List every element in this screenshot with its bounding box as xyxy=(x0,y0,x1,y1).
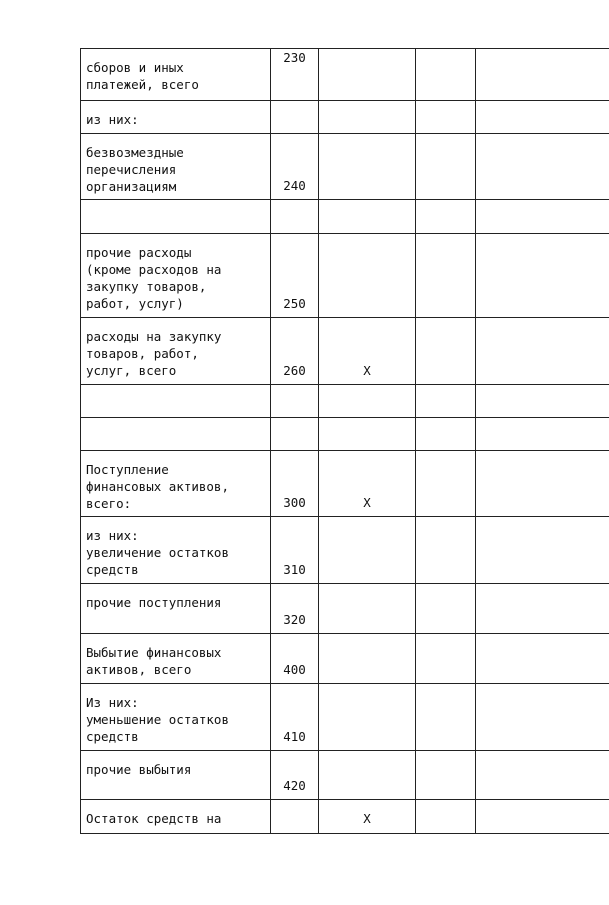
row-name-cell xyxy=(81,418,271,451)
row-col5 xyxy=(476,49,609,101)
row-col3 xyxy=(319,634,416,684)
row-name-cell xyxy=(81,751,271,800)
table-row xyxy=(81,134,609,200)
row-col3: X xyxy=(319,318,416,385)
row-name-cell xyxy=(81,134,271,200)
row-col5 xyxy=(476,385,609,418)
row-code xyxy=(271,800,319,834)
row-col3 xyxy=(319,684,416,751)
row-col4 xyxy=(416,517,476,584)
table-row xyxy=(81,684,609,751)
row-col4 xyxy=(416,418,476,451)
row-col5 xyxy=(476,800,609,834)
table-row xyxy=(81,584,609,634)
row-name-cell xyxy=(81,517,271,584)
row-name-cell xyxy=(81,234,271,318)
row-name: прочие поступления xyxy=(86,595,222,610)
row-col3: X xyxy=(319,451,416,517)
row-name: безвозмездные перечисления организациям xyxy=(86,145,184,194)
table-row xyxy=(81,451,609,517)
row-col5 xyxy=(476,584,609,634)
row-code: 320 xyxy=(271,584,319,634)
row-col5 xyxy=(476,200,609,234)
row-col3 xyxy=(319,517,416,584)
row-col4 xyxy=(416,101,476,134)
row-col3 xyxy=(319,584,416,634)
row-name xyxy=(81,418,270,432)
row-name: Остаток средств на xyxy=(86,811,222,826)
row-name xyxy=(81,200,270,214)
table-row xyxy=(81,634,609,684)
row-col4 xyxy=(416,451,476,517)
row-name xyxy=(81,385,270,399)
row-name: сборов и иных платежей, всего xyxy=(86,60,199,92)
row-code: 410 xyxy=(271,684,319,751)
row-col4 xyxy=(416,800,476,834)
table-row xyxy=(81,751,609,800)
row-name-cell xyxy=(81,634,271,684)
row-col3 xyxy=(319,418,416,451)
table-row xyxy=(81,517,609,584)
row-col5 xyxy=(476,318,609,385)
row-col4 xyxy=(416,684,476,751)
row-col4 xyxy=(416,200,476,234)
row-col4 xyxy=(416,634,476,684)
financial-table xyxy=(80,48,609,834)
row-col3 xyxy=(319,101,416,134)
row-name-cell xyxy=(81,49,271,101)
row-name: из них: увеличение остатков средств xyxy=(86,528,229,577)
row-name-cell xyxy=(81,200,271,234)
row-name-cell xyxy=(81,584,271,634)
row-code: 310 xyxy=(271,517,319,584)
table-row xyxy=(81,418,609,451)
row-col3 xyxy=(319,751,416,800)
row-col5 xyxy=(476,101,609,134)
row-col4 xyxy=(416,134,476,200)
row-name: Поступление финансовых активов, всего: xyxy=(86,462,229,511)
row-col3 xyxy=(319,234,416,318)
row-name-cell xyxy=(81,684,271,751)
row-name: из них: xyxy=(86,112,139,127)
row-name-cell xyxy=(81,385,271,418)
row-code: 240 xyxy=(271,134,319,200)
row-col5 xyxy=(476,684,609,751)
table-body xyxy=(81,49,609,834)
table-row xyxy=(81,385,609,418)
row-name: расходы на закупку товаров, работ, услуг, всего xyxy=(86,329,222,378)
table-row xyxy=(81,101,609,134)
row-col5 xyxy=(476,751,609,800)
row-col4 xyxy=(416,751,476,800)
row-col4 xyxy=(416,584,476,634)
table-row xyxy=(81,200,609,234)
row-name: прочие расходы (кроме расходов на закупку товаров, работ, услуг) xyxy=(86,245,222,311)
row-name-cell xyxy=(81,451,271,517)
row-code: 400 xyxy=(271,634,319,684)
row-code: 230 xyxy=(271,49,319,101)
row-col4 xyxy=(416,318,476,385)
row-col5 xyxy=(476,517,609,584)
row-code xyxy=(271,418,319,451)
row-code: 250 xyxy=(271,234,319,318)
row-col5 xyxy=(476,418,609,451)
row-name: Выбытие финансовых активов, всего xyxy=(86,645,222,677)
row-code xyxy=(271,101,319,134)
row-name: прочие выбытия xyxy=(86,762,192,777)
row-code xyxy=(271,385,319,418)
table-row xyxy=(81,318,609,385)
row-col3 xyxy=(319,385,416,418)
row-col3 xyxy=(319,134,416,200)
row-col3 xyxy=(319,49,416,101)
row-col4 xyxy=(416,234,476,318)
row-col3: X xyxy=(319,800,416,834)
table-row xyxy=(81,800,609,834)
row-code: 260 xyxy=(271,318,319,385)
row-col3 xyxy=(319,200,416,234)
row-name-cell xyxy=(81,800,271,834)
row-col5 xyxy=(476,634,609,684)
row-name-cell xyxy=(81,101,271,134)
row-code: 420 xyxy=(271,751,319,800)
row-name-cell xyxy=(81,318,271,385)
row-col5 xyxy=(476,134,609,200)
row-code: 300 xyxy=(271,451,319,517)
row-col5 xyxy=(476,451,609,517)
row-code xyxy=(271,200,319,234)
row-col4 xyxy=(416,49,476,101)
table-row xyxy=(81,234,609,318)
row-col5 xyxy=(476,234,609,318)
table-row xyxy=(81,49,609,101)
row-col4 xyxy=(416,385,476,418)
row-name: Из них: уменьшение остатков средств xyxy=(86,695,229,744)
